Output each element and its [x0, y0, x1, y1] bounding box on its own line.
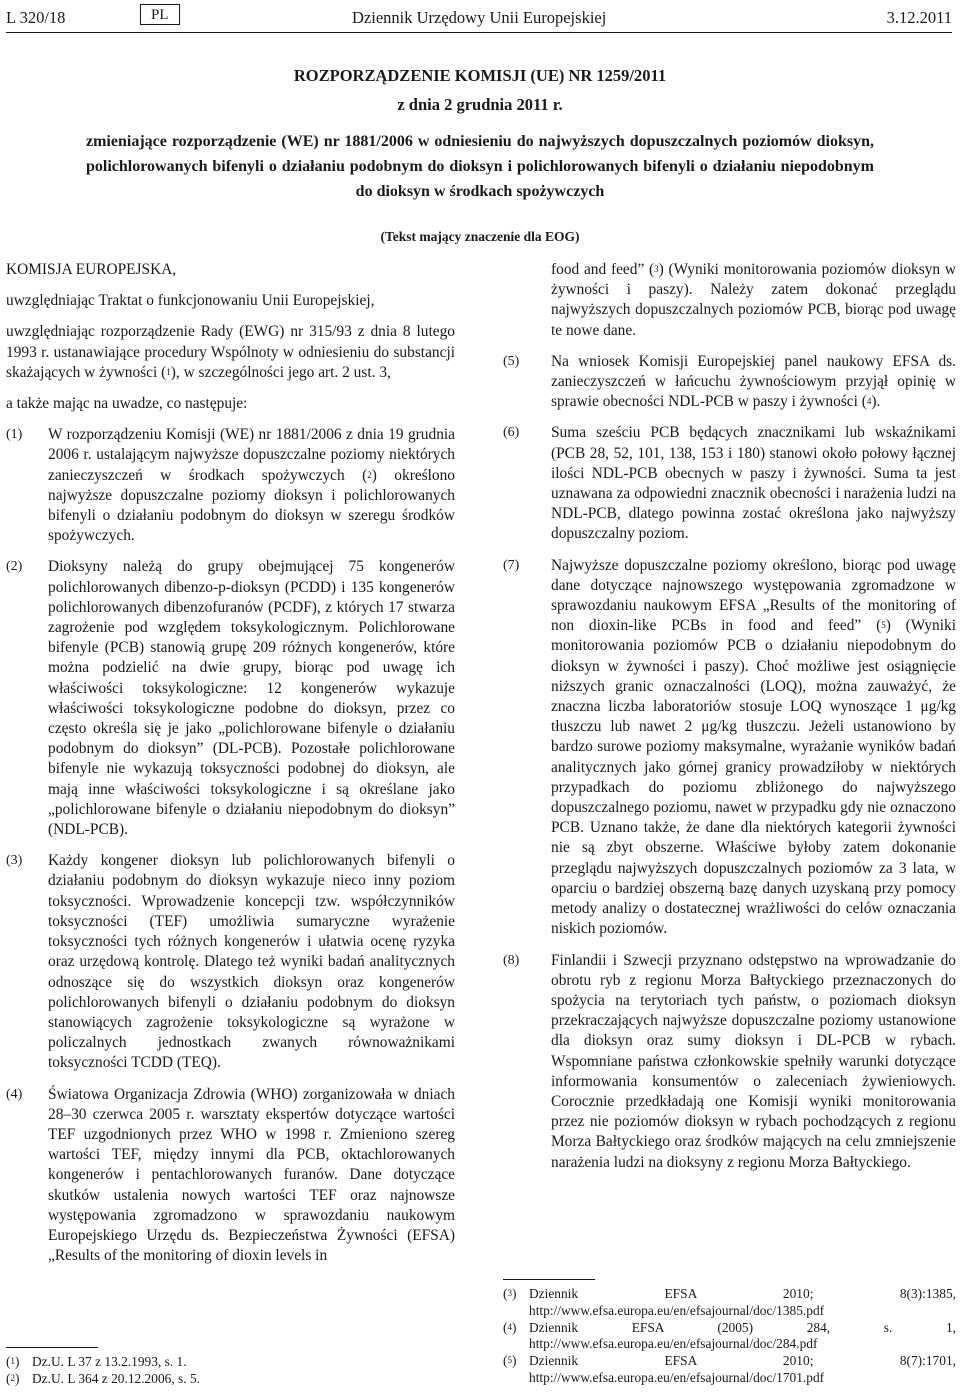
- recital-number: (4): [6, 1086, 23, 1102]
- footnotes-right: [503, 1286, 956, 1387]
- eea-relevance: (Tekst mający znaczenie dla EOG): [380, 229, 580, 244]
- recital-number: (6): [503, 425, 520, 441]
- recital-4-continued: food and feed” ($^3$) (Wyniki monitorowania poziomów dioksyn w żywności i paszy). Należy zatem dokonać przeglądu najwyższych dopuszczalnych poziomów PCB, biorąc pod uwagę te nowe dane.: [551, 261, 956, 339]
- recital-number: (1): [6, 427, 23, 443]
- recital-number: (5): [503, 353, 520, 369]
- recital-8: [503, 951, 956, 1173]
- footnote-ref-5[interactable]: 5: [881, 620, 886, 631]
- footnote-3: ($^3$) Dziennik EFSA 2010; 8(3):1385, http://www.efsa.europa.eu/en/efsajournal/doc/1385.pdf: [503, 1286, 956, 1318]
- footnote-4: ($^4$) Dziennik EFSA (2005) 284, s. 1, http://www.efsa.europa.eu/en/efsajournal/doc/284.pdf: [503, 1319, 956, 1352]
- language-badge: PL: [140, 4, 180, 25]
- recital-7: (7) Najwyższe dopuszczalne poziomy określono, biorąc pod uwagę dane dotyczące najnowszego występowania zgromadzone w sprawozdaniu naukowym EFSA „Results of the monitoring of non dioxin-like PCBs in food and feed” ($^5$) (Wyniki monitorowania poziomów PCB o działaniu niepodobnym do dioksyn w żywności i paszy). Choć możliwe jest osiągnięcie niższych granic oznaczalności (LOQ), można zauważyć, że znaczna liczba laboratoriów stosuje LOQ wynoszące 1 μg/kg tłuszczu lub nawet 2 μg/kg tłuszczu. Jeżeli ustanowiono by bardzo surowe poziomy maksymalne, wyrażanie wyników badań analitycznych jako górnej granicy prowadziłoby w niektórych przypadkach do poziomu zbliżonego do najwyższego dopuszczalnego poziomu, nawet w przypadku gdy nie oznaczono PCB. Uznano także, że dane dla niektórych kategorii żywności nie są zbyt obszerne. Właściwe byłoby zatem dokonanie przeglądu najwyższych dopuszczalnych poziomów za 3 lata, w oparciu o bardziej obszerną bazę danych uzyskaną przy pomocy metody analizy o dostatecznej wrażliwości do celów oznaczania niskich poziomów.: [503, 556, 956, 938]
- footnote-1: ($^1$) Dz.U. L 37 z 13.2.1993, s. 1.: [6, 1354, 187, 1369]
- footnotes-left: [6, 1354, 455, 1388]
- recital-2: [6, 557, 455, 840]
- publication-date: 3.12.2011: [886, 8, 952, 27]
- footnote-ref-2[interactable]: 2: [367, 469, 372, 480]
- recital-3: [6, 851, 455, 1073]
- footnote-rule-left: [6, 1347, 98, 1348]
- recital-text: Światowa Organizacja Zdrowia (WHO) zorganizowała w dniach 28–30 czerwca 2005 r. warsztaty ekspertów dotyczące wartości TEF uzgodnionych przez WHO w 1998 r. Zmieniono szereg wartości TEF, między innymi dla PCB, oktachlorowanych kongenerów i pentachlorowanych furanów. Dane dotyczące skutków ustalenia nowych wartości TEF oraz najnowsze występowania zgromadzono w sprawozdaniu naukowym Europejskiego Urzędu ds. Bezpieczeństwa Żywności (EFSA) „Results of the monitoring of dioxin levels in: [48, 1085, 455, 1265]
- footnote-ref-1[interactable]: 1: [166, 366, 171, 377]
- recital-text: Finlandii i Szwecji przyznano odstępstwo na wprowadzanie do obrotu ryb z regionu Morza Bałtyckiego przeznaczonych do spożycia na terytoriach tych państw, o poziomach dioksyn przekraczających najwyższe dopuszczalne poziomy ustanowione dla dioksyn oraz sumy dioksyn i DL-PCB w rybach. Wspomniane państwa członkowskie spełniły warunki dotyczące informowania konsumentów o zaleceniach żywieniowych. Corocznie przedkładają one Komisji wyniki monitorowania przez nie poziomów dioksyn w rybach pochodzących z regionu Morza Bałtyckiego oraz środków mających na celu zmniejszenie narażenia ludzi na dioksyny z regionu Morza Bałtyckiego.: [551, 951, 956, 1171]
- running-header: [6, 4, 952, 28]
- footnote-ref-3[interactable]: 3: [654, 264, 659, 274]
- footnote-ref-4[interactable]: 4: [866, 396, 872, 407]
- preamble-regulation: uwzględniając rozporządzenie Rady (EWG) nr 315/93 z dnia 8 lutego 1993 r. ustanawiające procedury Wspólnoty w odniesieniu do substancji skażających w żywności ($^1$), w szczególności jego art. 2 ust. 3,: [6, 323, 455, 381]
- document-title-block: [80, 64, 880, 247]
- journal-name: Dziennik Urzędowy Unii Europejskiej: [352, 8, 607, 27]
- recital-number: (2): [6, 559, 23, 575]
- footnote-5: ($^5$) Dziennik EFSA 2010; 8(7):1701, http://www.efsa.europa.eu/en/efsajournal/doc/1701.pdf: [503, 1353, 956, 1385]
- left-column: [6, 260, 455, 1277]
- footnote-rule-right: [503, 1279, 595, 1280]
- regulation-date: z dnia 2 grudnia 2011 r.: [397, 95, 563, 114]
- recital-text: Każdy kongener dioksyn lub polichlorowanych bifenyli o działaniu podobnym do dioksyn wykazuje nieco inny poziom toksyczności. Wprowadzenie koncepcji tzw. współczynników toksyczności (TEF) umożliwia sumaryczne wyrażenie toksyczności tych różnych kongenerów i ułatwia ocenę ryzyka oraz urzędową kontrolę. Dlatego też wyniki badań analitycznych odnoszące się do wszystkich dioksyn oraz kongenerów polichlorowanych bifenyli o działaniu podobnym do dioksyn stanowiących zagrożenie toksykologiczne są wyrażone w policzalnych jednostkach zwanych równoważnikami toksyczności TCDD (TEQ).: [48, 852, 455, 1072]
- regulation-subject: zmieniające rozporządzenie (WE) nr 1881/2006 w odniesieniu do najwyższych dopuszczalnych poziomów dioksyn, polichlorowanych bifenyli o działaniu podobnym do dioksyn i polichlorowanych bifenyli o działaniu niepodobnym do dioksyn w środkach spożywczych: [86, 133, 874, 200]
- recital-text: Dioksyny należą do grupy obejmującej 75 kongenerów polichlorowanych dibenzo-p-dioksyn (PCDD) i 135 kongenerów polichlorowanych dibenzofuranów (PCDF), z których 17 stwarza zagrożenie pod względem toksykologicznym. Polichlorowane bifenyle (PCB) stanowią grupę 209 różnych kongenerów, które można podzielić na dwie grupy, biorąc pod uwagę ich właściwości toksykologiczne: 12 kongenerów wykazuje właściwości toksykologiczne podobne do dioksyn, przez co często określa się je jako „polichlorowane bifenyle o działaniu podobnym do dioksyn” (DL-PCB). Pozostałe polichlorowane bifenyle nie wykazują toksyczności podobnej do dioksyn, ale mają inne właściwości toksykologiczne i są określane jako „polichlorowane bifenyle o działaniu niepodobnym do dioksyn” (NDL-PCB).: [48, 558, 455, 839]
- recital-number: (7): [503, 557, 520, 573]
- footnote-2: ($^2$) Dz.U. L 364 z 20.12.2006, s. 5.: [6, 1370, 200, 1386]
- recital-6: [503, 423, 956, 544]
- recital-text: Suma sześciu PCB będących znacznikami lub wskaźnikami (PCB 28, 52, 101, 138, 153 i 180) stanowi około połowy łącznej ilości NDL-PCB obecnych w paszy i żywności. Suma ta jest uznawana za odpowiedni znacznik obecności i narażenia ludzi na NDL-PCB, dlatego powinna zostać określona jako najwyższy dopuszczalny poziom.: [551, 424, 956, 543]
- recital-number: (8): [503, 952, 520, 968]
- recital-number: (3): [6, 853, 23, 869]
- header-rule: [6, 32, 952, 33]
- preamble-whereas: a także mając na uwadze, co następuje:: [6, 395, 248, 413]
- recital-5: (5) Na wniosek Komisji Europejskiej panel naukowy EFSA ds. zanieczyszczeń w łańcuchu żywnościowym przyjął opinię w sprawie obecności NDL-PCB w paszy i żywności ($^4$).: [503, 352, 956, 411]
- recital-4: [6, 1085, 455, 1267]
- right-column: [503, 260, 956, 1184]
- recital-1: (1) W rozporządzeniu Komisji (WE) nr 1881/2006 z dnia 19 grudnia 2006 r. ustalającym najwyższe dopuszczalne poziomy niektórych zanieczyszczeń w środkach spożywczych ($^2$) określono najwyższe dopuszczalne poziomy dioksyn i polichlorowanych bifenyli o działaniu podobnym do dioksyn w szeregu środków spożywczych.: [6, 426, 455, 545]
- page-reference: L 320/18: [6, 8, 66, 27]
- regulation-title: ROZPORZĄDZENIE KOMISJI (UE) NR 1259/2011: [293, 66, 667, 85]
- preamble-treaty: uwzględniając Traktat o funkcjonowaniu Unii Europejskiej,: [6, 292, 375, 310]
- preamble-commission: KOMISJA EUROPEJSKA,: [6, 261, 177, 278]
